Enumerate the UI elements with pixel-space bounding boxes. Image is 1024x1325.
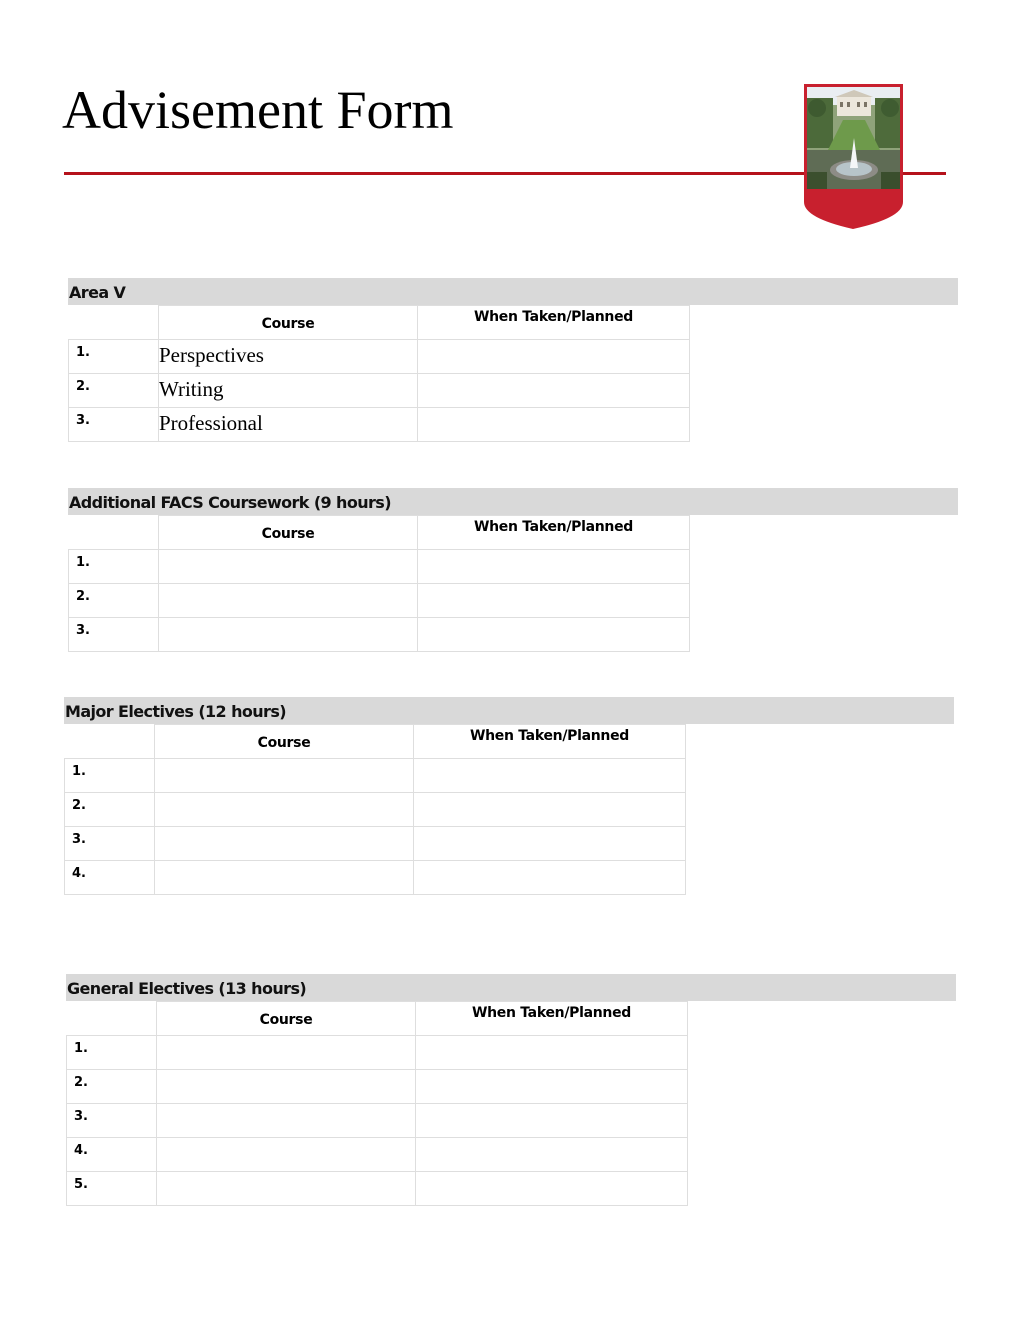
- section-major-electives: [64, 697, 954, 895]
- column-header-course: Course: [155, 725, 414, 759]
- table-row: [65, 759, 686, 793]
- row-number: 1.: [67, 1036, 157, 1070]
- table-row: [69, 584, 690, 618]
- column-header-when: When Taken/Planned: [414, 725, 686, 759]
- table-corner-cell: [69, 306, 159, 340]
- table-header-row: [67, 1002, 688, 1036]
- table-corner-cell: [65, 725, 155, 759]
- section-additional-facs: [68, 488, 958, 652]
- when-cell[interactable]: [418, 374, 690, 408]
- row-number: 3.: [69, 408, 159, 442]
- when-cell[interactable]: [414, 861, 686, 895]
- course-cell[interactable]: Perspectives: [159, 340, 418, 374]
- table-row: [69, 340, 690, 374]
- table-row: [65, 861, 686, 895]
- when-cell[interactable]: [414, 793, 686, 827]
- course-cell[interactable]: [155, 861, 414, 895]
- when-cell[interactable]: [416, 1138, 688, 1172]
- table-row: [65, 793, 686, 827]
- course-table: [68, 305, 690, 442]
- column-header-course: Course: [159, 516, 418, 550]
- course-table: [68, 515, 690, 652]
- section-title: Major Electives (12 hours): [64, 697, 954, 724]
- table-row: [67, 1138, 688, 1172]
- row-number: 1.: [69, 340, 159, 374]
- when-cell[interactable]: [418, 584, 690, 618]
- table-row: [69, 550, 690, 584]
- row-number: 3.: [65, 827, 155, 861]
- table-row: [67, 1104, 688, 1138]
- section-title: Additional FACS Coursework (9 hours): [68, 488, 958, 515]
- when-cell[interactable]: [418, 550, 690, 584]
- course-table: [64, 724, 686, 895]
- course-cell[interactable]: [159, 618, 418, 652]
- course-cell[interactable]: [155, 759, 414, 793]
- table-header-row: [69, 306, 690, 340]
- table-header-row: [65, 725, 686, 759]
- when-cell[interactable]: [414, 827, 686, 861]
- table-row: [67, 1172, 688, 1206]
- table-corner-cell: [69, 516, 159, 550]
- course-cell[interactable]: [159, 584, 418, 618]
- section-title: Area V: [68, 278, 958, 305]
- table-row: [65, 827, 686, 861]
- table-row: [69, 618, 690, 652]
- column-header-course: Course: [159, 306, 418, 340]
- when-cell[interactable]: [418, 408, 690, 442]
- row-number: 1.: [65, 759, 155, 793]
- table-row: [69, 374, 690, 408]
- section-area-v: [68, 278, 958, 442]
- row-number: 5.: [67, 1172, 157, 1206]
- when-cell[interactable]: [416, 1036, 688, 1070]
- course-cell[interactable]: [157, 1070, 416, 1104]
- row-number: 2.: [69, 584, 159, 618]
- page-title: Advisement Form: [62, 80, 454, 140]
- column-header-when: When Taken/Planned: [418, 306, 690, 340]
- course-cell[interactable]: [157, 1036, 416, 1070]
- when-cell[interactable]: [418, 618, 690, 652]
- row-number: 2.: [69, 374, 159, 408]
- row-number: 4.: [67, 1138, 157, 1172]
- table-corner-cell: [67, 1002, 157, 1036]
- section-general-electives: [66, 974, 956, 1206]
- course-cell[interactable]: [157, 1104, 416, 1138]
- course-cell[interactable]: [155, 793, 414, 827]
- row-number: 1.: [69, 550, 159, 584]
- table-row: [67, 1070, 688, 1104]
- row-number: 4.: [65, 861, 155, 895]
- table-row: [69, 408, 690, 442]
- when-cell[interactable]: [416, 1172, 688, 1206]
- course-cell[interactable]: [157, 1138, 416, 1172]
- table-row: [67, 1036, 688, 1070]
- campus-crest-icon: [803, 84, 904, 230]
- course-cell[interactable]: [155, 827, 414, 861]
- course-table: [66, 1001, 688, 1206]
- when-cell[interactable]: [416, 1104, 688, 1138]
- row-number: 2.: [67, 1070, 157, 1104]
- section-title: General Electives (13 hours): [66, 974, 956, 1001]
- when-cell[interactable]: [414, 759, 686, 793]
- row-number: 3.: [69, 618, 159, 652]
- column-header-when: When Taken/Planned: [418, 516, 690, 550]
- row-number: 2.: [65, 793, 155, 827]
- course-cell[interactable]: Writing: [159, 374, 418, 408]
- column-header-course: Course: [157, 1002, 416, 1036]
- when-cell[interactable]: [416, 1070, 688, 1104]
- course-cell[interactable]: Professional: [159, 408, 418, 442]
- course-cell[interactable]: [159, 550, 418, 584]
- row-number: 3.: [67, 1104, 157, 1138]
- when-cell[interactable]: [418, 340, 690, 374]
- column-header-when: When Taken/Planned: [416, 1002, 688, 1036]
- table-header-row: [69, 516, 690, 550]
- course-cell[interactable]: [157, 1172, 416, 1206]
